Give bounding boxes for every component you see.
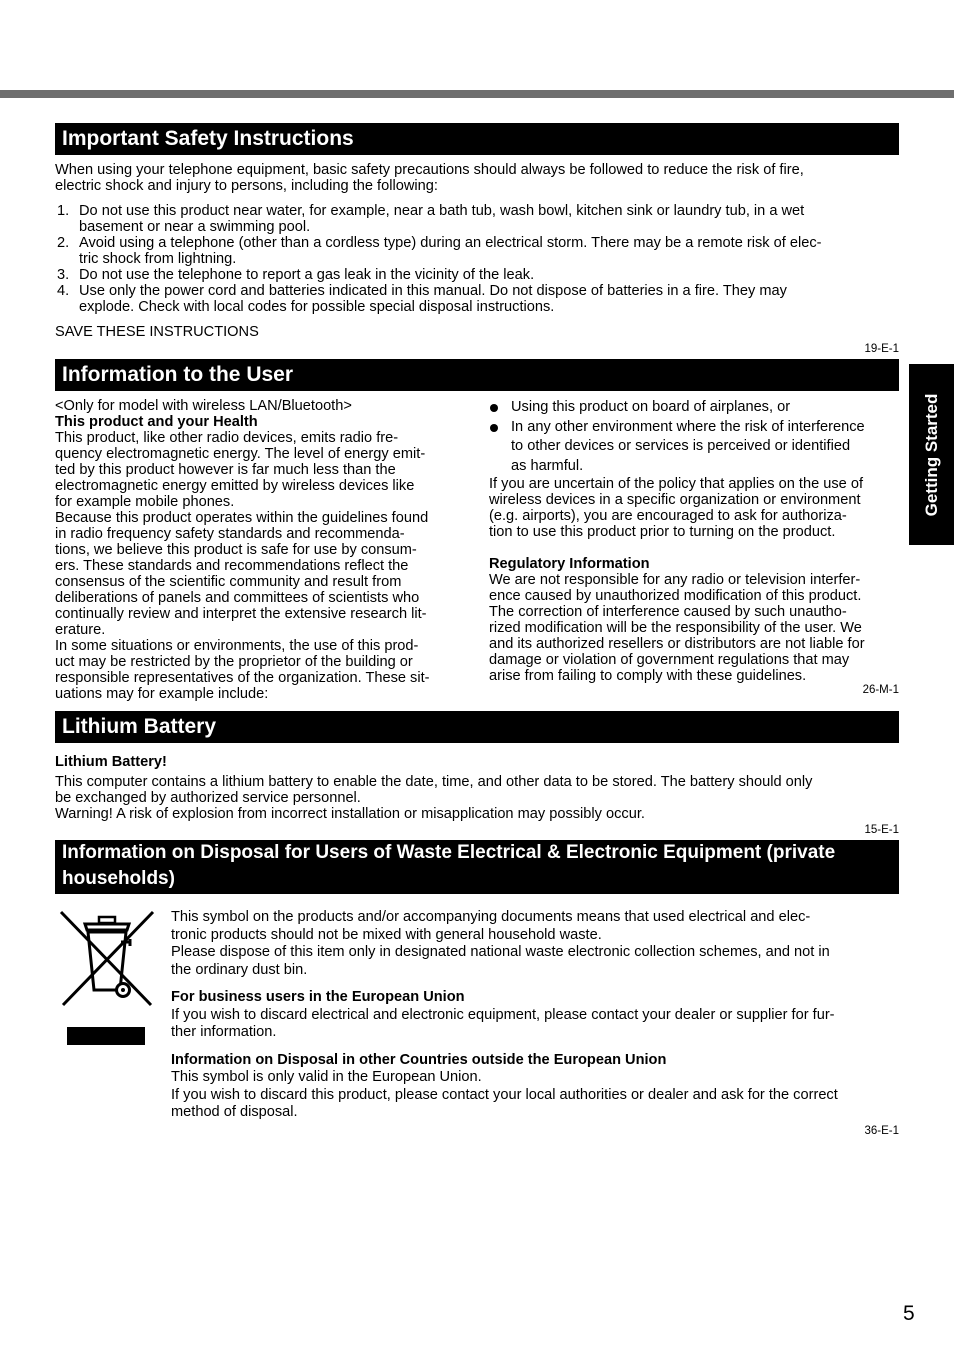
text-line: ers. These standards and recommendations reflect the — [55, 558, 409, 574]
bullet-item: Using this product on board of airplanes, or — [489, 398, 899, 418]
text-line: damage or violation of government regulations that may — [489, 652, 850, 668]
bullet-dot-icon — [490, 404, 498, 412]
safety-list — [55, 203, 899, 315]
text-line: tions, we believe this product is safe for use by consum- — [55, 542, 417, 558]
non-eu-subheading: Information on Disposal in other Countries outside the European Union — [171, 1051, 667, 1068]
regulatory-subheading: Regulatory Information — [489, 556, 650, 572]
safety-item: 4. Use only the power cord and batteries indicated in this manual. Do not dispose of batteries in a fire. They may explode. Check with local codes for possible special disposal instructions. — [57, 283, 787, 315]
text-line: ther information. — [171, 1024, 277, 1040]
text-line: tronic products should not be mixed with general household waste. — [171, 926, 602, 943]
text-line: Warning! A risk of explosion from incorrect installation or misapplication may possibly occur. — [55, 806, 645, 822]
safety-ref-code: 19-E-1 — [864, 343, 899, 355]
text-line: erature. — [55, 622, 106, 638]
battery-subheading: Lithium Battery! — [55, 754, 167, 770]
page-content — [55, 123, 899, 1138]
safety-item: 2. Avoid using a telephone (other than a cordless type) during an electrical storm. There may be a remote risk of elec- tric shock from lightning. — [57, 235, 822, 267]
disposal-heading-line-1: Information on Disposal for Users of Waste Electrical & Electronic Equipment (private — [62, 842, 836, 863]
text-line: We are not responsible for any radio or television interfer- — [489, 572, 861, 588]
text-line: continually review and interpret the extensive research lit- — [55, 606, 427, 622]
user-info-right-column — [489, 398, 899, 702]
safety-heading: Important Safety Instructions — [55, 123, 899, 155]
battery-ref-code: 15-E-1 — [864, 824, 899, 836]
text-line: uations may for example include: — [55, 686, 269, 702]
text-line: If you wish to discard this product, please contact your local authorities or dealer and ask for the correct — [171, 1086, 838, 1103]
disposal-ref-code: 36-E-1 — [864, 1124, 899, 1137]
text-line: electromagnetic energy emitted by wireless devices like — [55, 478, 415, 494]
top-rule — [0, 90, 954, 98]
side-tab — [909, 364, 954, 545]
text-line: rized modification will be the responsibility of the user. We — [489, 620, 862, 636]
text-line: This symbol on the products and/or accompanying documents means that used electrical and elec- — [171, 909, 811, 925]
text-line: responsible representatives of the organization. These sit- — [55, 670, 430, 686]
text-line: method of disposal. — [171, 1104, 298, 1120]
text-line: ence caused by unauthorized modification of this product. — [489, 588, 862, 604]
crossed-out-wheelie-bin-icon — [57, 906, 157, 1050]
eu-subheading: For business users in the European Union — [171, 989, 465, 1005]
text-line: wireless devices in a specific organization or environment — [489, 492, 861, 508]
text-line: If you are uncertain of the policy that applies on the use of — [489, 476, 864, 492]
bullet-item: In any other environment where the risk of interference to other devices or services is perceived or identified as harmful. — [489, 418, 899, 477]
text-line: The correction of interference caused by such unautho- — [489, 604, 847, 620]
text-line: If you wish to discard electrical and electronic equipment, please contact your dealer or supplier for fur- — [171, 1006, 835, 1023]
text-line: in radio frequency safety standards and recommenda- — [55, 526, 405, 542]
text-line: uct may be restricted by the proprietor of the building or — [55, 654, 413, 670]
text-line: This computer contains a lithium battery to enable the date, time, and other data to be stored. The battery should only — [55, 774, 813, 790]
text-line: and its authorized resellers or distributors are not liable for — [489, 636, 865, 652]
disposal-heading — [55, 840, 899, 894]
text-line: In some situations or environments, the use of this prod- — [55, 638, 419, 654]
safety-item: 3. Do not use the telephone to report a gas leak in the vicinity of the leak. — [57, 267, 535, 283]
bullet-dot-icon — [490, 424, 498, 432]
text-line: be exchanged by authorized service personnel. — [55, 790, 361, 806]
text-line: arise from failing to comply with these guidelines. — [489, 668, 807, 684]
text-line: Because this product operates within the guidelines found — [55, 510, 429, 526]
safety-intro-line-1: When using your telephone equipment, basic safety precautions should always be followed to reduce the risk of fire, — [55, 162, 804, 178]
save-instructions: SAVE THESE INSTRUCTIONS — [55, 324, 259, 340]
battery-heading: Lithium Battery — [55, 711, 899, 743]
model-note: <Only for model with wireless LAN/Bluetooth> — [55, 398, 352, 414]
weee-symbol — [55, 909, 171, 1122]
safety-intro-line-2: electric shock and injury to persons, including the following: — [55, 178, 438, 194]
text-line: Please dispose of this item only in designated national waste electronic collection schemes, and not in — [171, 944, 830, 960]
user-info-heading: Information to the User — [55, 359, 899, 391]
side-tab-label: Getting Started — [921, 393, 941, 516]
user-info-left-column — [55, 398, 465, 702]
text-line: tion to use this product prior to turning on the product. — [489, 524, 836, 540]
health-subheading: This product and your Health — [55, 414, 258, 430]
text-line: for example mobile phones. — [55, 494, 235, 510]
text-line: This symbol is only valid in the European Union. — [171, 1069, 482, 1085]
safety-item: 1. Do not use this product near water, for example, near a bath tub, wash bowl, kitchen sink or laundry tub, in a wet basement or near a swimming pool. — [57, 203, 805, 235]
text-line: This product, like other radio devices, emits radio fre- — [55, 430, 399, 446]
text-line: ted by this product however is far much less than the — [55, 462, 396, 478]
text-line: deliberations of panels and committees of scientists who — [55, 590, 420, 606]
page-number: 5 — [903, 1302, 915, 1325]
disposal-heading-line-2: households) — [62, 868, 175, 889]
text-line: quency electromagnetic energy. The level of energy emit- — [55, 446, 426, 462]
text-line: consensus of the scientific community and result from — [55, 574, 402, 590]
user-info-ref-code: 26-M-1 — [862, 684, 899, 696]
text-line: (e.g. airports), you are encouraged to ask for authoriza- — [489, 508, 847, 524]
text-line: the ordinary dust bin. — [171, 961, 308, 978]
